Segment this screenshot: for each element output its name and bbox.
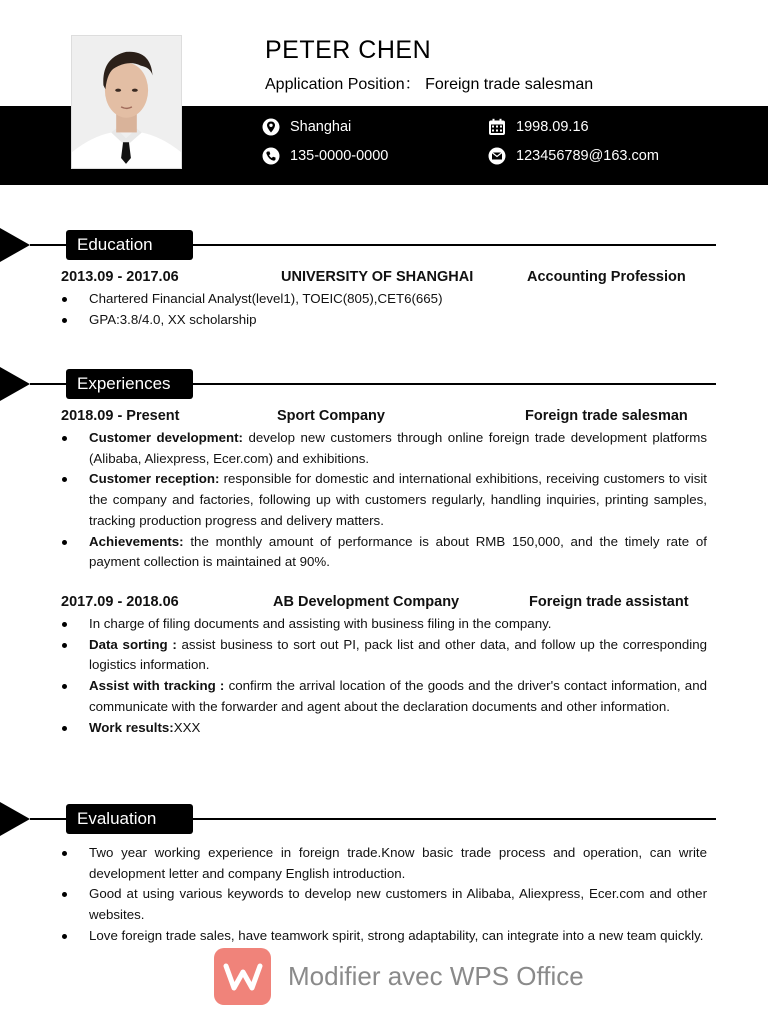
list-item: Data sorting : assist business to sort out PI, pack list and other data, and follow up the corresponding logistics information. bbox=[61, 635, 707, 676]
list-item: Assist with tracking : confirm the arrival location of the goods and the driver's contact information, and communicate with the forwarder and agent about the declaration documents and other information. bbox=[61, 676, 707, 717]
section-experiences-header bbox=[0, 367, 768, 401]
wps-edit-watermark[interactable] bbox=[214, 948, 584, 1005]
job-role: Foreign trade salesman bbox=[525, 408, 688, 424]
education-list bbox=[61, 289, 707, 330]
job-row bbox=[61, 594, 711, 614]
section-evaluation-header bbox=[0, 802, 768, 836]
job-row bbox=[61, 408, 711, 428]
contact-city bbox=[262, 118, 351, 136]
education-major: Accounting Profession bbox=[527, 269, 686, 285]
list-item: In charge of filing documents and assisting with business filing in the company. bbox=[61, 614, 707, 635]
job-period: 2017.09 - 2018.06 bbox=[61, 594, 179, 610]
list-item: Customer reception: responsible for domestic and international exhibitions, receiving customers to visit the company and factories, following up with customers regularly, handling inquiries, printing samples, tracking production progress and delivery matters. bbox=[61, 469, 707, 531]
job-duties-list bbox=[61, 614, 707, 738]
section-education-header bbox=[0, 228, 768, 262]
calendar-icon bbox=[488, 118, 506, 136]
section-arrow-icon bbox=[0, 802, 30, 836]
contact-phone bbox=[262, 147, 388, 165]
job-company: AB Development Company bbox=[273, 594, 460, 610]
education-school: UNIVERSITY OF SHANGHAI bbox=[281, 269, 474, 285]
wps-logo-icon[interactable] bbox=[214, 948, 271, 1005]
phone-icon bbox=[262, 147, 280, 165]
contact-birth bbox=[488, 118, 589, 136]
education-row bbox=[61, 269, 711, 289]
list-item: Customer development: develop new customers through online foreign trade development platforms (Alibaba, Aliexpress, Ecer.com) and exhibitions. bbox=[61, 428, 707, 469]
birth-date-text: 1998.09.16 bbox=[516, 119, 589, 135]
job-company: Sport Company bbox=[277, 408, 385, 424]
job-role: Foreign trade assistant bbox=[529, 594, 689, 610]
list-item: Achievements: the monthly amount of performance is about RMB 150,000, and the timely rate of payment collection is maintained at 90%. bbox=[61, 532, 707, 573]
candidate-name: PETER CHEN bbox=[265, 36, 432, 64]
job-duties-list bbox=[61, 428, 707, 573]
envelope-icon bbox=[488, 147, 506, 165]
list-item: Two year working experience in foreign trade.Know basic trade process and operation, can write development letter and company English introduction. bbox=[61, 843, 707, 884]
section-title: Evaluation bbox=[66, 804, 193, 834]
section-title: Experiences bbox=[66, 369, 193, 399]
phone-text: 135-0000-0000 bbox=[290, 148, 389, 164]
section-title: Education bbox=[66, 230, 193, 260]
contact-email bbox=[488, 147, 659, 165]
application-position: Application Position： Foreign trade salesman bbox=[265, 76, 594, 93]
profile-photo bbox=[71, 35, 182, 169]
list-item: Love foreign trade sales, have teamwork spirit, strong adaptability, can integrate into a new team quickly. bbox=[61, 926, 707, 947]
list-item: Chartered Financial Analyst(level1), TOEIC(805),CET6(665) bbox=[61, 289, 707, 310]
education-period: 2013.09 - 2017.06 bbox=[61, 269, 179, 285]
location-pin-icon bbox=[262, 118, 280, 136]
evaluation-list bbox=[61, 843, 707, 947]
email-text: 123456789@163.com bbox=[516, 148, 659, 164]
list-item: GPA:3.8/4.0, XX scholarship bbox=[61, 310, 707, 331]
section-arrow-icon bbox=[0, 228, 30, 262]
wps-edit-link[interactable]: Modifier avec WPS Office bbox=[288, 961, 584, 991]
city-text: Shanghai bbox=[290, 119, 352, 135]
job-period: 2018.09 - Present bbox=[61, 408, 180, 424]
section-arrow-icon bbox=[0, 367, 30, 401]
list-item: Work results:XXX bbox=[61, 718, 707, 739]
list-item: Good at using various keywords to develop new customers in Alibaba, Aliexpress, Ecer.com and other websites. bbox=[61, 884, 707, 925]
